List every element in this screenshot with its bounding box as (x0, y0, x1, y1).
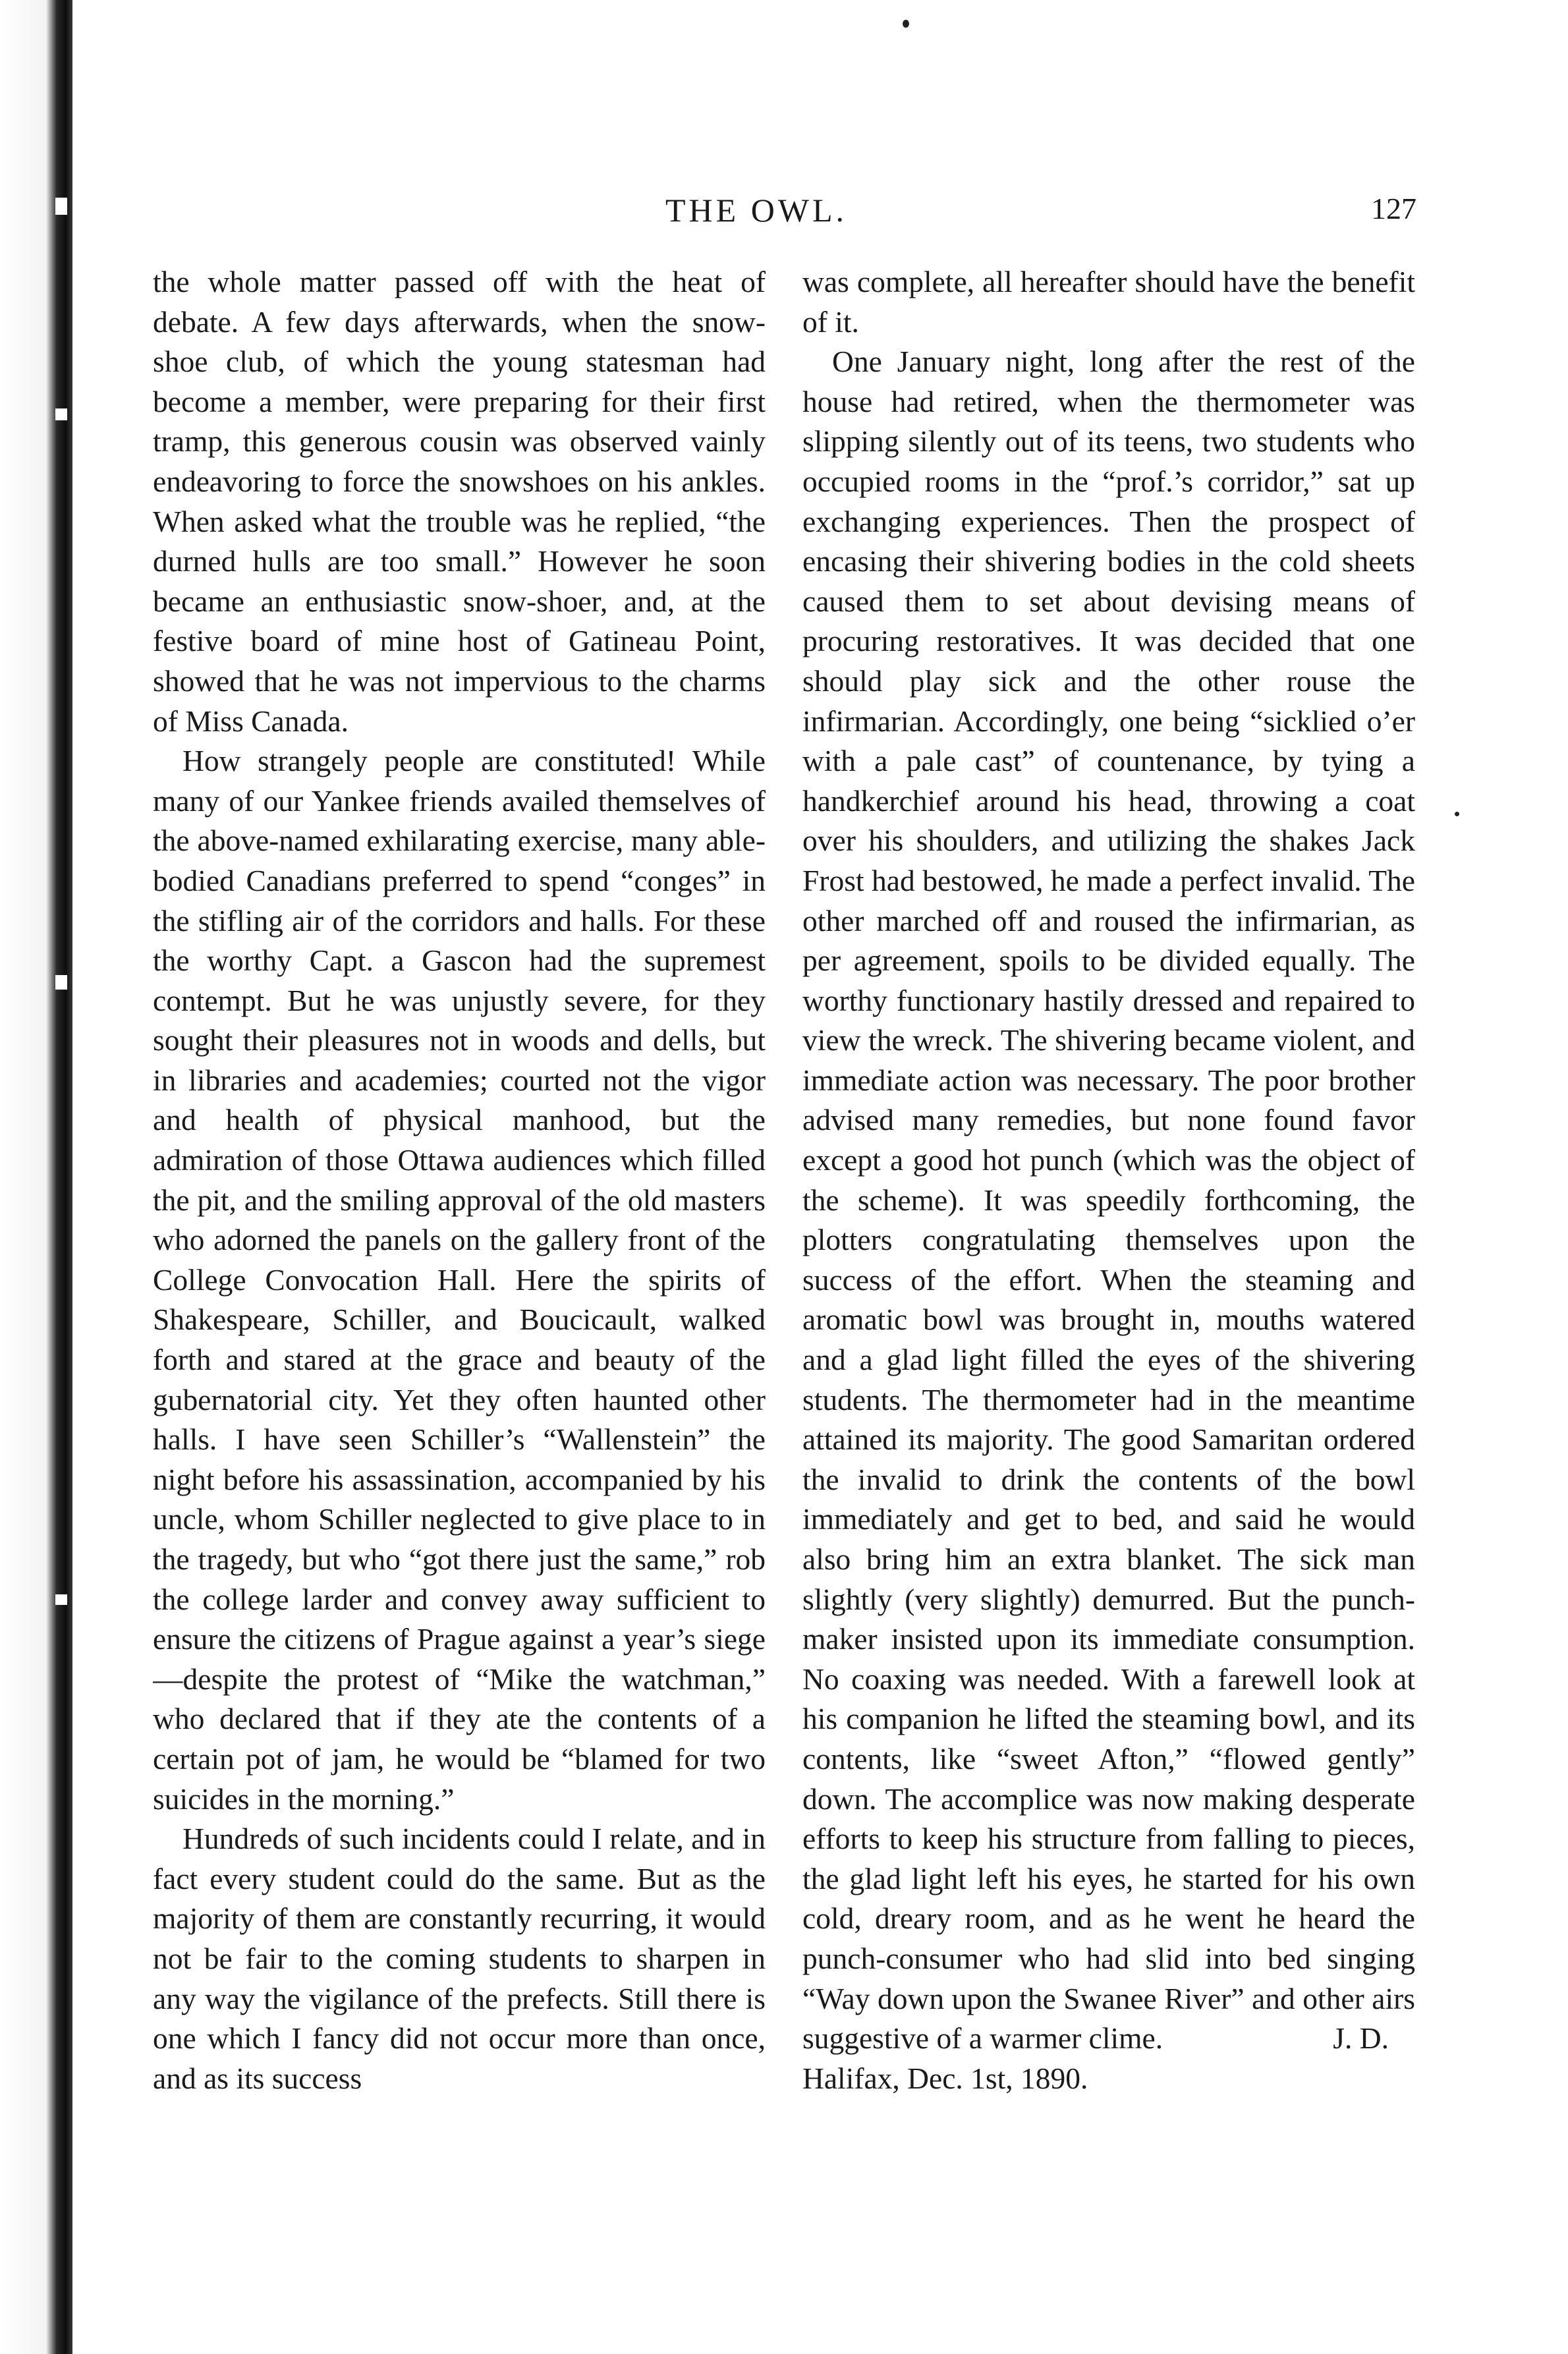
text-column-right (802, 262, 1415, 2291)
author-signature: J. D. (1333, 2021, 1389, 2056)
ink-speck (1455, 812, 1459, 816)
page-number: 127 (1371, 192, 1416, 225)
paragraph (802, 342, 1415, 2059)
binding-notch (55, 408, 67, 420)
page-header (665, 191, 1416, 237)
paragraph: How strangely people are constituted! While many of our Yankee friends availed themselves of the above-named exhilarating exercise, many able-bodied Canadians preferred to spend “conges” in the stifling air of the corridors and halls. For these the worthy Capt. a Gascon had the supremest contempt. But he was unjustly severe, for they sought their pleasures not in woods and dells, but in libraries and academies; courted not the vigor and health of physical manhood, but the admiration of those Ottawa audiences which filled the pit, and the smiling approval of the old masters who adorned the panels on the gallery front of the College Convocation Hall. Here the spirits of Shakespeare, Schiller, and Boucicault, walked forth and stared at the grace and beauty of the gubernatorial city. Yet they often haunted other halls. I have seen Schiller’s “Wallenstein” the night before his assassination, accompanied by his uncle, whom Schiller neglected to give place to in the tragedy, but who “got there just the same,” rob the college larder and convey away sufficient to ensure the citizens of Prague against a year’s siege—despite the protest of “Mike the watchman,” who declared that if they ate the contents of a certain pot of jam, he would be “blamed for two suicides in the morning.” (153, 744, 766, 1816)
ink-speck (903, 20, 909, 28)
paragraph: was complete, all hereafter should have the benefit of it. (802, 265, 1415, 339)
binding-notch (55, 198, 67, 215)
binding-notch (55, 1594, 67, 1605)
paragraph-text: One January night, long after the rest of the house had retired, when the thermometer was slipping silently out of its teens, two students who occupied rooms in the “prof.’s corridor,” sat up exchanging experiences. Then the prospect of encasing their shivering bodies in the cold sheets caused them to set about devising means of procuring restoratives. It was decided that one should play sick and the other rouse the infirmarian. Accordingly, one being “sicklied o’er with a pale cast” of countenance, by tying a handkerchief around his head, throwing a coat over his shoulders, and utilizing the shakes Jack Frost had bestowed, he made a perfect invalid. The other marched off and roused the infirmarian, as per agreement, spoils to be divided equally. The worthy functionary hastily dressed and repaired to view the wreck. The shivering became violent, and immediate action was necessary. The poor brother advised many remedies, but none found favor except a good hot punch (which was the object of the scheme). It was speedily forthcoming, the plotters congratulating themselves upon the success of the effort. When the steaming and aromatic bowl was brought in, mouths watered and a glad light filled the eyes of the shivering students. The thermometer had in the meantime attained its majority. The good Samaritan ordered the invalid to drink the contents of the bowl immediately and get to bed, and said he would also bring him an extra blanket. The sick man slightly (very slightly) demurred. But the punch-maker insisted upon its immediate consumption. No coaxing was needed. With a farewell look at his companion he lifted the steaming bowl, and its contents, like “sweet Afton,” “flowed gently” down. The accomplice was now making desperate efforts to keep his structure from falling to pieces, the glad light left his eyes, he started for his own cold, dreary room, and as he went he heard the punch-consumer who had slid into bed singing “Way down upon the Swanee River” and other airs suggestive of a warmer clime. (802, 345, 1415, 2056)
text-column-left (153, 262, 766, 2291)
page-binding-edge (0, 0, 72, 2354)
running-title: THE OWL. (665, 192, 848, 229)
dateline: Halifax, Dec. 1st, 1890. (802, 2061, 1088, 2095)
paragraph: Hundreds of such incidents could I relate, and in fact every student could do the same. But as the majority of them are constantly recurring, it would not be fair to the coming students to sharpen in any way the vigilance of the prefects. Still there is one which I fancy did not occur more than once, and as its success (153, 1822, 766, 2095)
binding-notch (55, 975, 67, 990)
paragraph: the whole matter passed off with the heat of debate. A few days afterwards, when the snow-shoe club, of which the young statesman had become a member, were preparing for their first tramp, this generous cousin was observed vainly endeavoring to force the snowshoes on his ankles. When asked what the trouble was he replied, “the durned hulls are too small.” However he soon became an enthusiastic snow-shoer, and, at the festive board of mine host of Gatineau Point, showed that he was not impervious to the charms of Miss Canada. (153, 265, 766, 738)
